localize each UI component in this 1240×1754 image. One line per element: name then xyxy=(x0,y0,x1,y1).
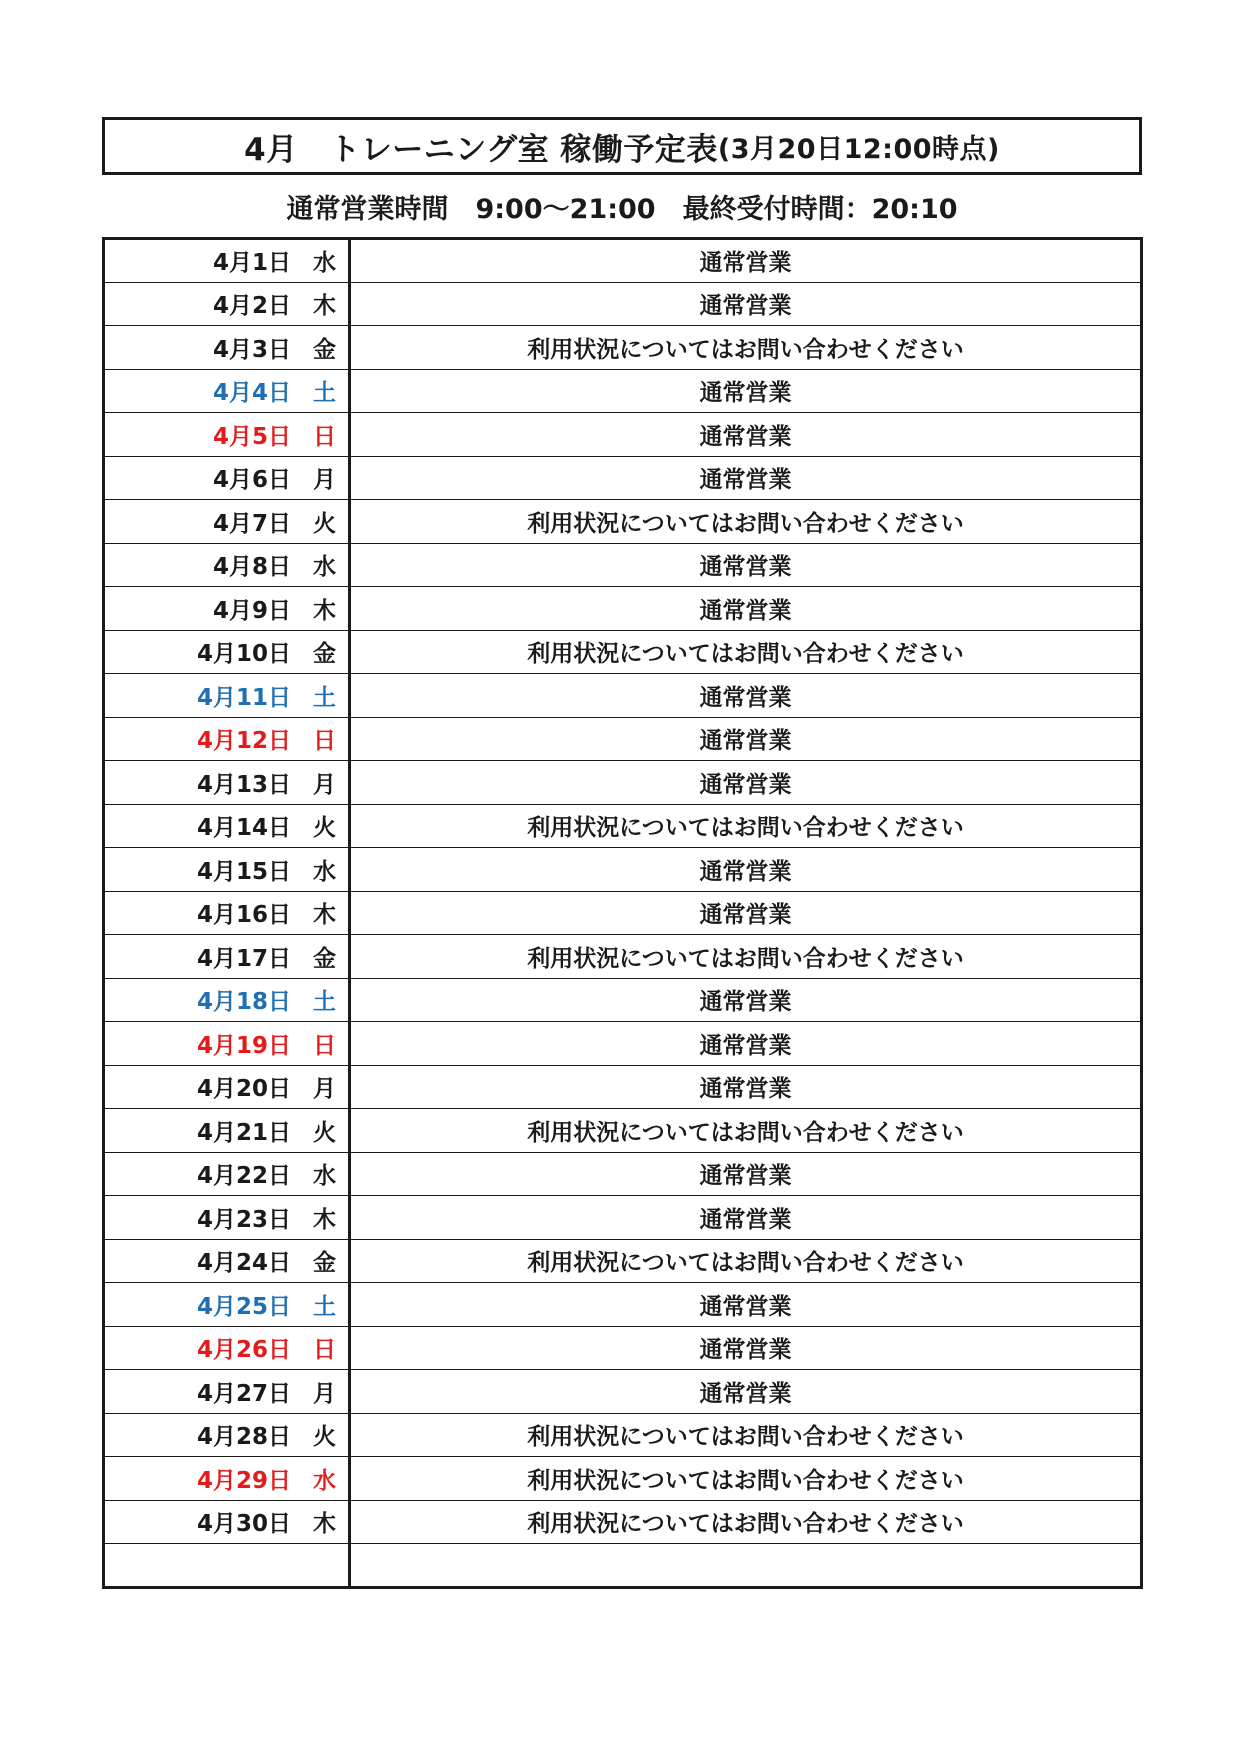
title-main: 4月 トレーニング室 稼働予定表 xyxy=(244,131,718,168)
date-cell xyxy=(104,978,350,1022)
date-cell xyxy=(104,1152,350,1196)
day-of-week-label: 木 xyxy=(313,1511,336,1538)
status-cell: 通常営業 xyxy=(350,717,1142,761)
date-label: 4月28日 xyxy=(196,1424,291,1451)
status-cell: 通常営業 xyxy=(350,239,1142,283)
date-cell xyxy=(104,413,350,457)
table-row xyxy=(104,543,1142,587)
status-cell: 利用状況についてはお問い合わせください xyxy=(350,1109,1142,1153)
status-cell: 通常営業 xyxy=(350,978,1142,1022)
day-of-week-label: 水 xyxy=(313,1163,336,1190)
date-cell xyxy=(104,804,350,848)
table-row xyxy=(104,1239,1142,1283)
table-row xyxy=(104,500,1142,544)
date-cell xyxy=(104,1326,350,1370)
date-label: 4月30日 xyxy=(196,1511,291,1538)
day-of-week-label: 火 xyxy=(313,1424,336,1451)
page-title xyxy=(102,117,1142,175)
day-of-week-label: 金 xyxy=(313,641,336,668)
date-label: 4月18日 xyxy=(196,989,291,1016)
status-cell: 利用状況についてはお問い合わせください xyxy=(350,500,1142,544)
table-row xyxy=(104,717,1142,761)
status-cell: 通常営業 xyxy=(350,413,1142,457)
table-row xyxy=(104,1413,1142,1457)
date-cell xyxy=(104,1500,350,1544)
date-label: 4月7日 xyxy=(212,510,291,537)
date-label: 4月5日 xyxy=(212,423,291,450)
day-of-week-label: 月 xyxy=(313,467,336,494)
date-label: 4月19日 xyxy=(196,1032,291,1059)
day-of-week-label: 水 xyxy=(313,858,336,885)
date-cell xyxy=(104,891,350,935)
status-cell: 通常営業 xyxy=(350,456,1142,500)
table-row xyxy=(104,630,1142,674)
day-of-week-label: 木 xyxy=(313,597,336,624)
status-cell: 通常営業 xyxy=(350,1152,1142,1196)
table-row xyxy=(104,1370,1142,1414)
day-of-week-label: 金 xyxy=(313,945,336,972)
date-label: 4月26日 xyxy=(196,1337,291,1364)
status-cell: 通常営業 xyxy=(350,891,1142,935)
table-row xyxy=(104,935,1142,979)
date-cell xyxy=(104,456,350,500)
status-cell: 通常営業 xyxy=(350,674,1142,718)
table-row xyxy=(104,413,1142,457)
table-row xyxy=(104,674,1142,718)
date-label: 4月29日 xyxy=(196,1467,291,1494)
table-row xyxy=(104,1457,1142,1501)
day-of-week-label: 日 xyxy=(313,728,336,755)
title-timestamp: (3月20日12:00時点) xyxy=(717,133,1000,165)
day-of-week-label: 水 xyxy=(313,250,336,277)
day-of-week-label: 火 xyxy=(313,510,336,537)
date-label: 4月16日 xyxy=(196,902,291,929)
day-of-week-label: 水 xyxy=(313,1467,336,1494)
date-cell xyxy=(104,1413,350,1457)
date-cell xyxy=(104,282,350,326)
day-of-week-label: 火 xyxy=(313,1119,336,1146)
day-of-week-label: 月 xyxy=(313,771,336,798)
status-cell: 通常営業 xyxy=(350,848,1142,892)
day-of-week-label: 土 xyxy=(313,1293,336,1320)
table-row xyxy=(104,1065,1142,1109)
table-row xyxy=(104,456,1142,500)
table-row xyxy=(104,1283,1142,1327)
date-cell xyxy=(104,543,350,587)
date-cell xyxy=(104,1283,350,1327)
date-cell xyxy=(104,674,350,718)
status-cell: 通常営業 xyxy=(350,369,1142,413)
day-of-week-label: 火 xyxy=(313,815,336,842)
blank-date-cell xyxy=(104,1544,350,1588)
table-row xyxy=(104,282,1142,326)
date-label: 4月27日 xyxy=(196,1380,291,1407)
date-label: 4月10日 xyxy=(196,641,291,668)
business-hours: 通常営業時間 9:00～21:00 最終受付時間：20:10 xyxy=(286,193,958,225)
status-cell: 利用状況についてはお問い合わせください xyxy=(350,1500,1142,1544)
table-row xyxy=(104,804,1142,848)
status-cell: 利用状況についてはお問い合わせください xyxy=(350,804,1142,848)
date-label: 4月2日 xyxy=(212,293,291,320)
day-of-week-label: 日 xyxy=(313,1337,336,1364)
date-label: 4月24日 xyxy=(196,1250,291,1277)
day-of-week-label: 土 xyxy=(313,380,336,407)
date-label: 4月20日 xyxy=(196,1076,291,1103)
date-label: 4月23日 xyxy=(196,1206,291,1233)
status-cell: 利用状況についてはお問い合わせください xyxy=(350,1413,1142,1457)
day-of-week-label: 日 xyxy=(313,1032,336,1059)
status-cell: 通常営業 xyxy=(350,1065,1142,1109)
blank-row xyxy=(104,1544,1142,1588)
table-row xyxy=(104,1326,1142,1370)
date-cell xyxy=(104,326,350,370)
status-cell: 通常営業 xyxy=(350,1326,1142,1370)
table-row xyxy=(104,761,1142,805)
date-cell xyxy=(104,1457,350,1501)
table-row xyxy=(104,239,1142,283)
date-cell xyxy=(104,1109,350,1153)
status-cell: 通常営業 xyxy=(350,1283,1142,1327)
date-cell xyxy=(104,500,350,544)
day-of-week-label: 日 xyxy=(313,423,336,450)
day-of-week-label: 月 xyxy=(313,1380,336,1407)
table-row xyxy=(104,1109,1142,1153)
day-of-week-label: 木 xyxy=(313,902,336,929)
date-cell xyxy=(104,369,350,413)
status-cell: 利用状況についてはお問い合わせください xyxy=(350,1239,1142,1283)
schedule-body xyxy=(104,239,1142,1588)
date-label: 4月11日 xyxy=(196,684,291,711)
date-cell xyxy=(104,587,350,631)
table-row xyxy=(104,326,1142,370)
table-row xyxy=(104,891,1142,935)
date-cell xyxy=(104,1022,350,1066)
date-cell xyxy=(104,848,350,892)
table-row xyxy=(104,1152,1142,1196)
status-cell: 通常営業 xyxy=(350,1370,1142,1414)
date-label: 4月25日 xyxy=(196,1293,291,1320)
day-of-week-label: 金 xyxy=(313,336,336,363)
date-label: 4月17日 xyxy=(196,945,291,972)
day-of-week-label: 木 xyxy=(313,293,336,320)
date-label: 4月6日 xyxy=(212,467,291,494)
day-of-week-label: 月 xyxy=(313,1076,336,1103)
status-cell: 通常営業 xyxy=(350,761,1142,805)
status-cell: 利用状況についてはお問い合わせください xyxy=(350,1457,1142,1501)
day-of-week-label: 金 xyxy=(313,1250,336,1277)
date-cell xyxy=(104,935,350,979)
status-cell: 利用状況についてはお問い合わせください xyxy=(350,630,1142,674)
date-cell xyxy=(104,1196,350,1240)
status-cell: 通常営業 xyxy=(350,587,1142,631)
day-of-week-label: 水 xyxy=(313,554,336,581)
date-label: 4月21日 xyxy=(196,1119,291,1146)
day-of-week-label: 木 xyxy=(313,1206,336,1233)
table-row xyxy=(104,369,1142,413)
date-cell xyxy=(104,1065,350,1109)
table-row xyxy=(104,1022,1142,1066)
status-cell: 通常営業 xyxy=(350,1196,1142,1240)
blank-status-cell xyxy=(350,1544,1142,1588)
date-cell xyxy=(104,239,350,283)
date-label: 4月1日 xyxy=(212,250,291,277)
table-row xyxy=(104,848,1142,892)
date-label: 4月14日 xyxy=(196,815,291,842)
table-row xyxy=(104,1196,1142,1240)
date-cell xyxy=(104,1239,350,1283)
status-cell: 通常営業 xyxy=(350,1022,1142,1066)
status-cell: 利用状況についてはお問い合わせください xyxy=(350,326,1142,370)
date-label: 4月3日 xyxy=(212,336,291,363)
date-label: 4月9日 xyxy=(212,597,291,624)
date-cell xyxy=(104,717,350,761)
table-row xyxy=(104,1500,1142,1544)
table-row xyxy=(104,978,1142,1022)
day-of-week-label: 土 xyxy=(313,684,336,711)
status-cell: 利用状況についてはお問い合わせください xyxy=(350,935,1142,979)
day-of-week-label: 土 xyxy=(313,989,336,1016)
date-cell xyxy=(104,761,350,805)
date-label: 4月22日 xyxy=(196,1163,291,1190)
status-cell: 通常営業 xyxy=(350,543,1142,587)
schedule-table xyxy=(102,237,1143,1589)
status-cell: 通常営業 xyxy=(350,282,1142,326)
date-label: 4月4日 xyxy=(212,380,291,407)
date-label: 4月13日 xyxy=(196,771,291,798)
table-row xyxy=(104,587,1142,631)
date-cell xyxy=(104,630,350,674)
date-label: 4月15日 xyxy=(196,858,291,885)
date-cell xyxy=(104,1370,350,1414)
date-label: 4月12日 xyxy=(196,728,291,755)
date-label: 4月8日 xyxy=(212,554,291,581)
